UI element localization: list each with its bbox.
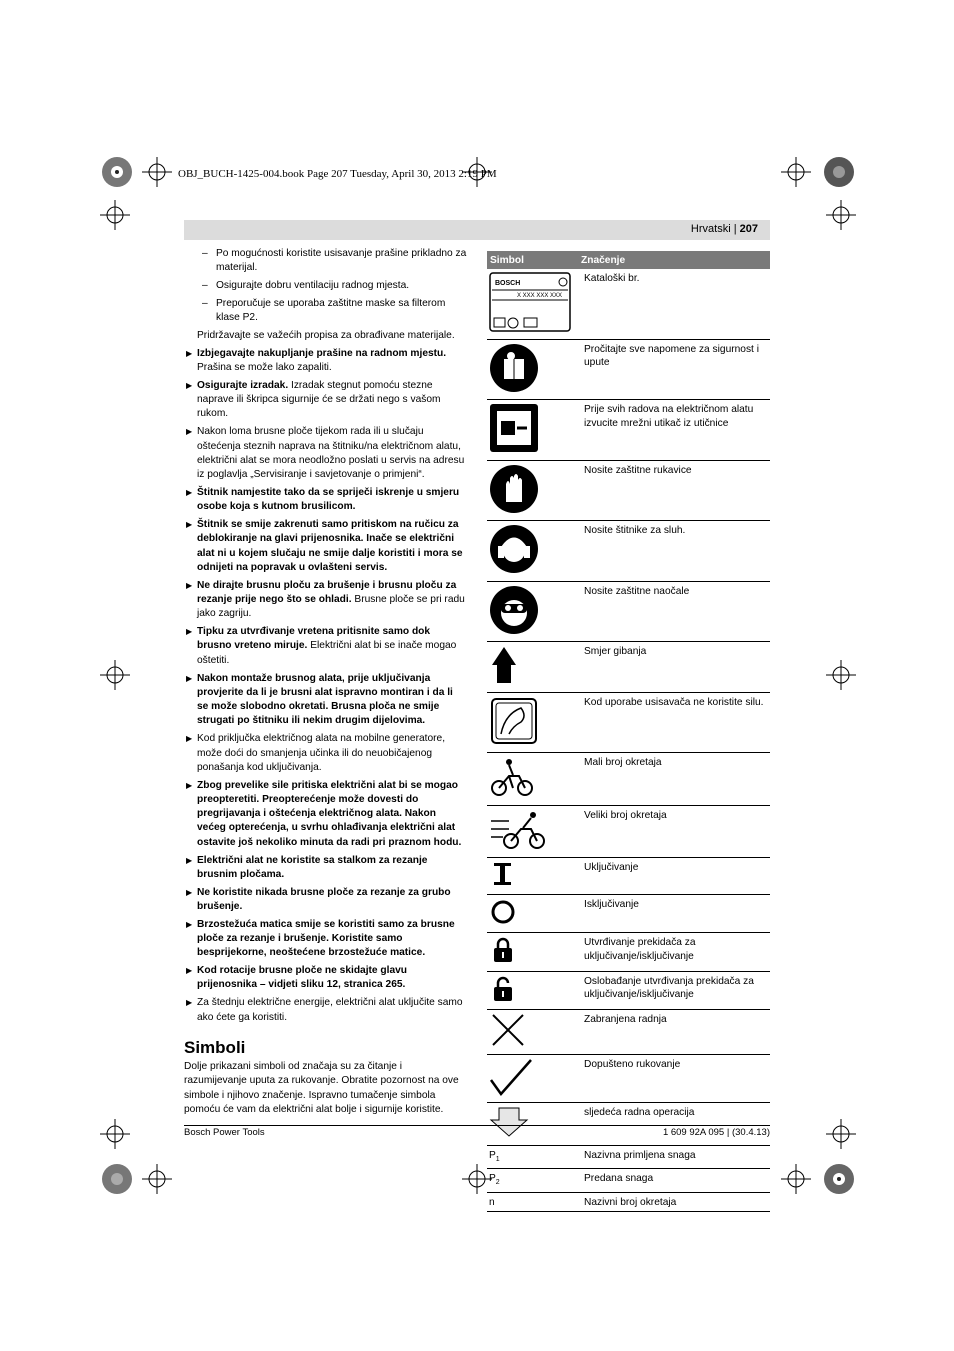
bullet-arrow-icon: ▶ xyxy=(186,919,193,929)
read-manual-icon xyxy=(489,385,539,396)
warning-item xyxy=(184,964,467,993)
crosshair-mark xyxy=(100,1119,130,1149)
symbols-table xyxy=(487,251,770,1212)
meaning-cell: Dopušteno rukovanje xyxy=(578,1054,770,1103)
table-row xyxy=(487,894,770,933)
header-language: Hrvatski xyxy=(690,223,731,235)
bullet-arrow-icon: ▶ xyxy=(186,348,193,358)
warning-bold-text: Tipku za utvrđivanje vretena pritisnite samo dok brusno vreteno miruje. xyxy=(197,626,431,652)
page-header: Hrvatski | 207 xyxy=(690,223,758,235)
table-row xyxy=(487,460,770,521)
meaning-cell: Nazivna primljena snaga xyxy=(578,1145,770,1169)
warning-text: Izradak stegnut pomoću stezne naprave ili škripca sigurnije će se držati nego s vašom rukom. xyxy=(197,379,441,420)
dash-item: – Po mogućnosti koristite usisavanje prašine prikladno za materijal. xyxy=(184,247,467,276)
direction-arrow-icon xyxy=(489,677,539,688)
table-row xyxy=(487,933,770,972)
bullet-arrow-icon: ▶ xyxy=(186,520,193,530)
symbol-cell xyxy=(487,894,578,933)
warning-list xyxy=(184,347,467,1025)
goggles-icon xyxy=(489,627,539,638)
bullet-arrow-icon: ▶ xyxy=(186,580,193,590)
dash-item: – Osigurajte dobru ventilaciju radnog mjesta. xyxy=(184,279,467,293)
warning-bold-text: Izbjegavajte nakupljanje prašine na radnom mjestu. xyxy=(197,347,447,359)
registration-mark-top-left xyxy=(100,155,134,189)
dash-list xyxy=(184,247,467,325)
warning-text: Kod priključka električnog alata na mobilne generatore, može doći do smanjenja učinka ili do neuobičajenog ponašanja kod uključivanja. xyxy=(197,733,446,773)
meaning-cell: Utvrđivanje prekidača za uključivanje/isključivanje xyxy=(578,933,770,972)
warning-bold-text: Štitnik namjestite tako da se spriječi iskrenje u smjeru osobe koja s kutnom brusilicom. xyxy=(197,486,460,513)
table-row xyxy=(487,1103,770,1146)
meaning-cell: Isključivanje xyxy=(578,894,770,933)
warning-bold-text: Električni alat ne koristite sa stalkom za rezanje brusnim pločama. xyxy=(197,854,428,880)
warning-item xyxy=(184,579,467,622)
meaning-cell: Nosite zaštitne naočale xyxy=(578,581,770,642)
warning-item xyxy=(184,625,467,668)
table-row xyxy=(487,400,770,461)
warning-item xyxy=(184,518,467,575)
fast-bike-icon xyxy=(489,843,549,854)
table-header-row xyxy=(487,251,770,269)
bullet-arrow-icon: ▶ xyxy=(186,673,193,683)
symbol-cell xyxy=(487,858,578,895)
table-row xyxy=(487,971,770,1010)
lock-open-icon xyxy=(489,995,519,1006)
table-row xyxy=(487,1010,770,1055)
warning-item xyxy=(184,347,467,376)
print-info: OBJ_BUCH-1425-004.book Page 207 Tuesday, April 30, 2013 2:19 PM xyxy=(178,168,497,180)
warning-item xyxy=(184,996,467,1025)
registration-mark-bottom-left xyxy=(100,1162,134,1196)
warning-text: Za štednju električne energije, električni alat uključite samo ako ćete ga koristiti. xyxy=(197,997,463,1023)
symbol-subscript: 2 xyxy=(495,1179,500,1187)
symbol-cell xyxy=(487,1145,578,1169)
crosshair-mark xyxy=(781,157,811,187)
table-row xyxy=(487,642,770,693)
warning-bold-text: Štitnik se smije zakrenuti samo pritiskom na ručicu za deblokiranje na glavi prijenosnika. Inače se električni alat ni u kojem slučaju ne smije dalje koristiti i mora se odnijeti na popravak u ovlašteni servis. xyxy=(197,519,463,573)
crosshair-mark xyxy=(826,1119,856,1149)
symbol-cell xyxy=(487,971,578,1010)
warning-bold-text: Brzostežuća matica smije se koristiti samo za brusne ploče za rezanje i brušenje. Koristite samo besprijekorne, neoštećene brzostežuće matice. xyxy=(197,918,455,959)
symbol-cell xyxy=(487,1192,578,1212)
symbol-cell xyxy=(487,1169,578,1193)
warning-text: Prašina se može lako zapaliti. xyxy=(197,362,332,374)
symbol-cell xyxy=(487,1054,578,1103)
symbol-cell xyxy=(487,753,578,806)
bullet-arrow-icon: ▶ xyxy=(186,427,193,437)
section-title: Simboli xyxy=(184,1037,246,1057)
warning-item xyxy=(184,886,467,915)
crosshair-mark xyxy=(781,1164,811,1194)
symbol-cell xyxy=(487,339,578,400)
gloves-icon xyxy=(489,506,539,517)
warning-bold-text: Ne koristite nikada brusne ploče za rezanje za grubo brušenje. xyxy=(197,886,451,912)
symbol-cell xyxy=(487,642,578,693)
warning-item xyxy=(184,672,467,729)
check-icon xyxy=(489,1088,533,1099)
warning-text: Nakon loma brusne ploče tijekom rada ili u slučaju oštećenja steznih naprava na štitniku/na električnom alatu, električni alat se mora neodložno poslati u servis na adresu iz poglavlja „Servisiranje i savjetovanje o primjeni“. xyxy=(197,426,465,481)
symbol-label: n xyxy=(489,1196,495,1208)
no-vacuum-icon xyxy=(489,738,539,749)
footer-docnumber: 1 609 92A 095 | (30.4.13) xyxy=(662,1127,770,1138)
symbol-cell xyxy=(487,692,578,753)
down-arrow-icon xyxy=(489,1130,529,1141)
dash-item: – Preporučuje se uporaba zaštitne maske sa filterom klase P2. xyxy=(184,297,467,326)
crosshair-mark xyxy=(100,200,130,230)
table-row xyxy=(487,753,770,806)
symbol-label: P xyxy=(489,1149,496,1161)
crosshair-mark xyxy=(826,660,856,690)
registration-mark-top-right xyxy=(822,155,856,189)
crosshair-mark xyxy=(142,157,172,187)
table-row xyxy=(487,858,770,895)
meaning-cell: Kataloški br. xyxy=(578,269,770,339)
nameplate-icon xyxy=(489,280,571,335)
table-row xyxy=(487,1054,770,1103)
meaning-cell: Prije svih radova na električnom alatu izvucite mrežni utikač iz utičnice xyxy=(578,400,770,461)
symbol-cell xyxy=(487,1103,578,1146)
warning-text: Električni alat bi se inače mogao oštetiti. xyxy=(197,640,457,666)
page-number: 207 xyxy=(739,223,758,235)
warning-item xyxy=(184,379,467,422)
left-column xyxy=(184,247,467,1121)
column-header-symbol: Simbol xyxy=(487,251,578,269)
meaning-cell: Veliki broj okretaja xyxy=(578,805,770,858)
symbol-cell xyxy=(487,581,578,642)
bullet-arrow-icon: ▶ xyxy=(186,780,193,790)
meaning-cell: Nosite štitnike za sluh. xyxy=(578,521,770,582)
symbol-subscript: 1 xyxy=(495,1155,500,1163)
section-intro: Dolje prikazani simboli od značaja su za čitanje i razumijevanje uputa za rukovanje. Obratite pozornost na ove simbole i njihovo značenje. Ispravno tumačenje simbola pomoću će vam da električni alat bolje i sigurnije koristite. xyxy=(184,1061,459,1116)
crosshair-mark xyxy=(142,1164,172,1194)
symbol-cell xyxy=(487,1010,578,1055)
warning-item xyxy=(184,918,467,961)
page-header-bar xyxy=(184,220,770,240)
meaning-cell: Smjer gibanja xyxy=(578,642,770,693)
warning-item xyxy=(184,854,467,883)
meaning-cell: Nazivni broj okretaja xyxy=(578,1192,770,1212)
bullet-arrow-icon: ▶ xyxy=(186,487,193,497)
meaning-cell: Mali broj okretaja xyxy=(578,753,770,806)
table-row xyxy=(487,521,770,582)
meaning-cell: Pročitajte sve napomene za sigurnost i upute xyxy=(578,339,770,400)
symbol-cell xyxy=(487,933,578,972)
warning-bold-text: Nakon montaže brusnog alata, prije uključivanja provjerite da li je brusni alat ispravno montiran i da li se može slobodno okretati. Brusna ploča ne smije strugati po štitniku ili nekim drugim dijelovima. xyxy=(197,672,453,727)
ear-protection-icon xyxy=(489,566,539,577)
symbol-cell xyxy=(487,269,578,339)
bullet-arrow-icon: ▶ xyxy=(186,627,193,637)
table-row xyxy=(487,1192,770,1212)
symbol-label: P xyxy=(489,1173,496,1185)
warning-item xyxy=(184,779,467,850)
warning-text: Brusne ploče se pri radu jako zagriju. xyxy=(197,594,465,620)
regulation-note: Pridržavajte se važećih propisa za obrađivane materijale. xyxy=(197,329,455,341)
warning-bold-text: Zbog prevelike sile pritiska električni alat bi se mogao preopteretiti. Preopterećenje može dovesti do pregrijavanja i oštećenja električnog alata. Nakon većeg opterećenja, u svrhu ohlađivanja električni alat ostavite još nekoliko minuta da radi pri praznom hodu. xyxy=(197,779,462,848)
warning-bold-text: Ne dirajte brusnu ploču za brušenje i brusnu ploču za rezanje prije nego što se ohladi. xyxy=(197,579,457,606)
meaning-cell: Uključivanje xyxy=(578,858,770,895)
table-row xyxy=(487,269,770,339)
svg-text:BOSCH: BOSCH xyxy=(495,280,521,287)
symbol-cell xyxy=(487,521,578,582)
table-row xyxy=(487,581,770,642)
meaning-cell: Nosite zaštitne rukavice xyxy=(578,460,770,521)
warning-bold-text: Kod rotacije brusne ploče ne skidajte glavu prijenosnika – vidjeti sliku 12, stranica 265. xyxy=(197,965,408,991)
bullet-arrow-icon: ▶ xyxy=(186,855,193,865)
bullet-arrow-icon: ▶ xyxy=(186,380,193,390)
svg-text:X XXX XXX XXX: X XXX XXX XXX xyxy=(517,293,563,299)
meaning-cell: Kod uporabe usisavača ne koristite silu. xyxy=(578,692,770,753)
meaning-cell: Predana snaga xyxy=(578,1169,770,1193)
table-row xyxy=(487,1145,770,1169)
crosshair-mark xyxy=(100,660,130,690)
warning-item xyxy=(184,425,467,482)
meaning-cell: sljedeća radna operacija xyxy=(578,1103,770,1146)
power-on-icon xyxy=(489,879,519,890)
table-row xyxy=(487,1169,770,1193)
column-header-meaning: Značenje xyxy=(578,251,770,269)
power-off-icon xyxy=(489,918,519,929)
cross-icon xyxy=(489,1039,529,1050)
unplug-icon xyxy=(489,445,539,456)
crosshair-mark xyxy=(826,200,856,230)
symbol-cell xyxy=(487,400,578,461)
meaning-cell: Zabranjena radnja xyxy=(578,1010,770,1055)
bullet-arrow-icon: ▶ xyxy=(186,966,193,976)
table-row xyxy=(487,692,770,753)
lock-closed-icon xyxy=(489,956,519,967)
bullet-arrow-icon: ▶ xyxy=(186,998,193,1008)
warning-bold-text: Osigurajte izradak. xyxy=(197,379,289,391)
registration-mark-bottom-right xyxy=(822,1162,856,1196)
footer-brand: Bosch Power Tools xyxy=(184,1127,265,1138)
symbol-cell xyxy=(487,460,578,521)
symbol-cell xyxy=(487,805,578,858)
bullet-arrow-icon: ▶ xyxy=(186,734,193,744)
meaning-cell: Oslobađanje utvrđivanja prekidača za uključivanje/isključivanje xyxy=(578,971,770,1010)
bullet-arrow-icon: ▶ xyxy=(186,887,193,897)
slow-bike-icon xyxy=(489,790,539,801)
footer-rule xyxy=(184,1125,770,1126)
warning-item xyxy=(184,486,467,515)
table-row xyxy=(487,805,770,858)
warning-item xyxy=(184,732,467,775)
table-row xyxy=(487,339,770,400)
